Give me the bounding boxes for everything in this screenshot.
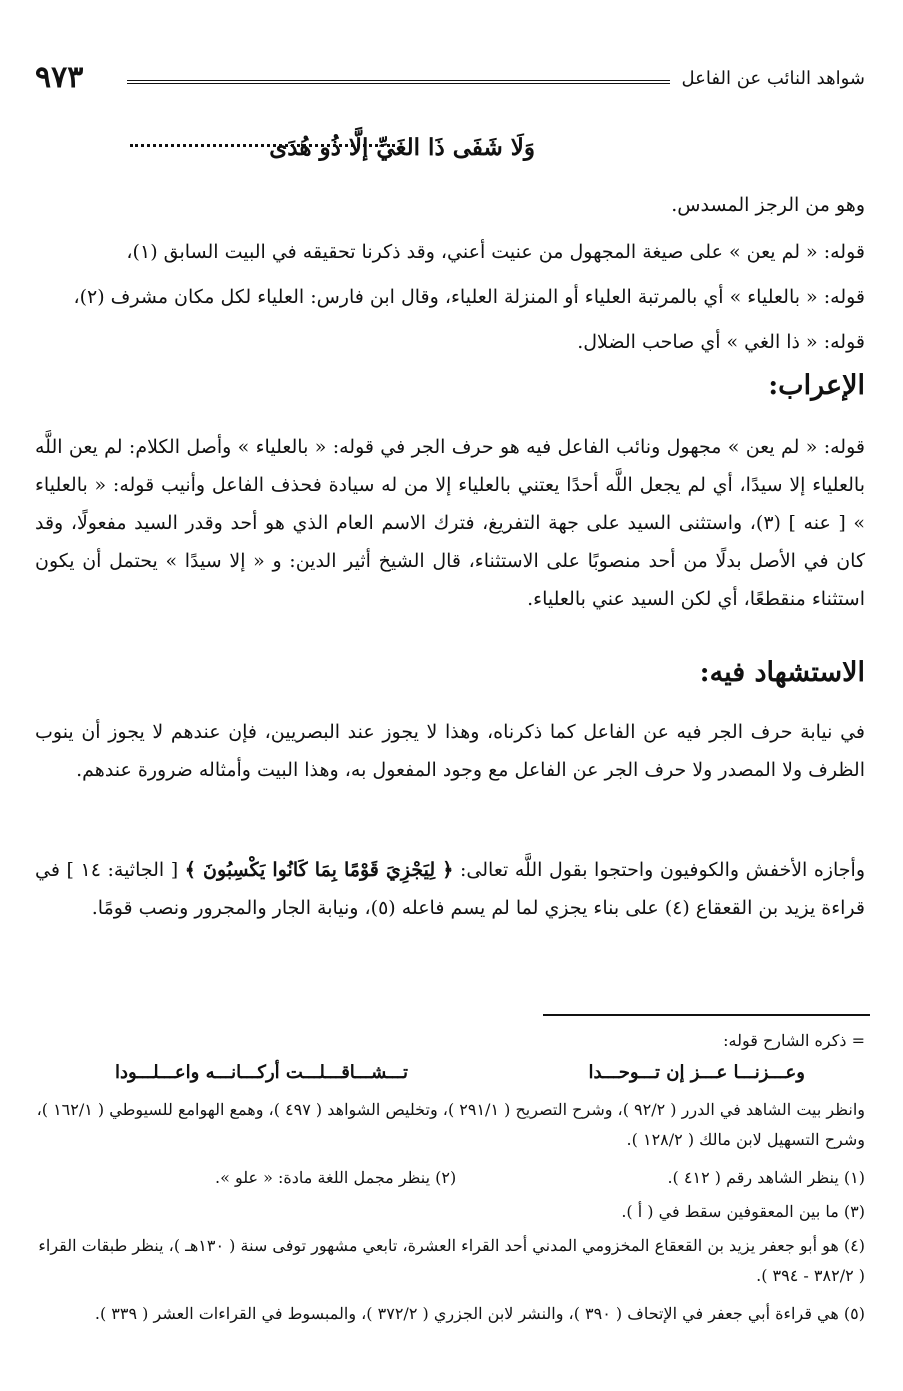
- gloss-paragraph-3: قوله: « ذا الغي » أي صاحب الضلال.: [577, 331, 865, 353]
- footnote-4: (٤) هو أبو جعفر يزيد بن القعقاع المخزومي المدني أحد القراء العشرة، تابعي مشهور توفى سنة ( ١٣٠هـ )، ينظر طبقات القراء ( ٣٨٢/٢ - ٣٩٤ ).: [38, 1236, 865, 1285]
- footnote-continuation-label: = ذكره الشارح قوله:: [723, 1031, 865, 1050]
- paragraph-lead-text: وأجازه الأخفش والكوفيون واحتجوا بقول اللَّه تعالى:: [460, 859, 866, 881]
- istishhad-paragraph-2: [35, 851, 865, 927]
- irab-paragraph: قوله: « لم يعن » مجهول ونائب الفاعل فيه هو حرف الجر في قوله: « بالعلياء » وأصل الكلام: لم يعن اللَّه بالعلياء إلا سيدًا، أي لم يجعل اللَّه أحدًا يعتني بالعلياء إلا من له سيادة فحذف الفاعل وأنيب قوله: « بالعلياء » [ عنه ] (٣)، واستثنى السيد على جهة التفريغ، فترك الاسم العام الذي هو أحد وقدر السيد مفعولًا، وقد كان في الأصل بدلًا من أحد منصوبًا على الاستثناء، قال الشيخ أثير الدين: و « إلا سيدًا » يحتمل أن يكون استثناء منقطعًا، أي لكن السيد عني بالعلياء.: [35, 436, 866, 610]
- verse-hemistich: وَلَا شَفَى ذَا الغَيِّ إلَّا ذُو هُدَى: [269, 134, 535, 161]
- gloss-paragraph-1: قوله: « لم يعن » على صيغة المجهول من عنيت أعني، وقد ذكرنا تحقيقه في البيت السابق (١)،: [126, 241, 865, 263]
- footnote-verse-hemistich-1: وعـــزنـــا عـــز إن تـــوحـــدا: [588, 1062, 805, 1083]
- footnote-1: (١) ينظر الشاهد رقم ( ٤١٢ ).: [667, 1168, 865, 1187]
- page-number: ٩٧٣: [35, 60, 84, 95]
- istishhad-heading: الاستشهاد فيه:: [699, 657, 865, 688]
- quran-verse: ﴿ لِيَجْزِيَ قَوْمًا بِمَا كَانُوا يَكْسِبُونَ ﴾: [184, 859, 454, 881]
- running-title: شواهد النائب عن الفاعل: [681, 68, 865, 89]
- poetry-verse: [35, 134, 865, 174]
- footnote-2: (٢) ينظر مجمل اللغة مادة: « علو ».: [215, 1168, 457, 1187]
- footnote-row-1-2: [35, 1163, 865, 1193]
- header-double-rule: [127, 80, 670, 84]
- istishhad-paragraph-1: في نيابة حرف الجر فيه عن الفاعل كما ذكرناه، وهذا لا يجوز عند البصريين، فإن عندهم لا يجوز أن ينوب الظرف ولا المصدر ولا حرف الجر عن الفاعل مع وجود المفعول به، وهذا البيت وأمثاله ضرورة عندهم.: [35, 721, 865, 781]
- irab-heading: الإعراب:: [768, 370, 865, 401]
- footnote-separator: [543, 1014, 870, 1016]
- footnote-5: (٥) هي قراءة أبي جعفر في الإتحاف ( ٣٩٠ )، والنشر لابن الجزري ( ٣٧٢/٢ )، والمبسوط في القراءات العشر ( ٣٣٩ ).: [94, 1304, 865, 1323]
- paragraph-continuation: [ الجاثية: ١٤ ] في قراءة يزيد بن القعقاع (٤) على بناء يجزي لما لم يسم فاعله (٥)، ونيابة الجار والمجرور ونصب قومًا.: [35, 859, 865, 919]
- page-header: [35, 60, 865, 100]
- footnote-3: (٣) ما بين المعقوفين سقط في ( أ ).: [621, 1202, 865, 1221]
- footnote-references: وانظر بيت الشاهد في الدرر ( ٩٢/٢ )، وشرح التصريح ( ٢٩١/١ )، وتخليص الشواهد ( ٤٩٧ )، وهمع الهوامع للسيوطي ( ١٦٢/١ )، وشرح التسهيل لابن مالك ( ١٢٨/٢ ).: [36, 1100, 865, 1149]
- footnote-verse-hemistich-2: تـــشـــاقـــلـــت أركـــانـــه واعـــلـــودا: [115, 1062, 409, 1083]
- meter-paragraph: وهو من الرجز المسدس.: [671, 194, 865, 216]
- verse-dotted-line: [130, 144, 395, 147]
- gloss-paragraph-2: قوله: « بالعلياء » أي بالمرتبة العلياء أو المنزلة العلياء، وقال ابن فارس: العلياء لكل مكان مشرف (٢)،: [73, 286, 865, 308]
